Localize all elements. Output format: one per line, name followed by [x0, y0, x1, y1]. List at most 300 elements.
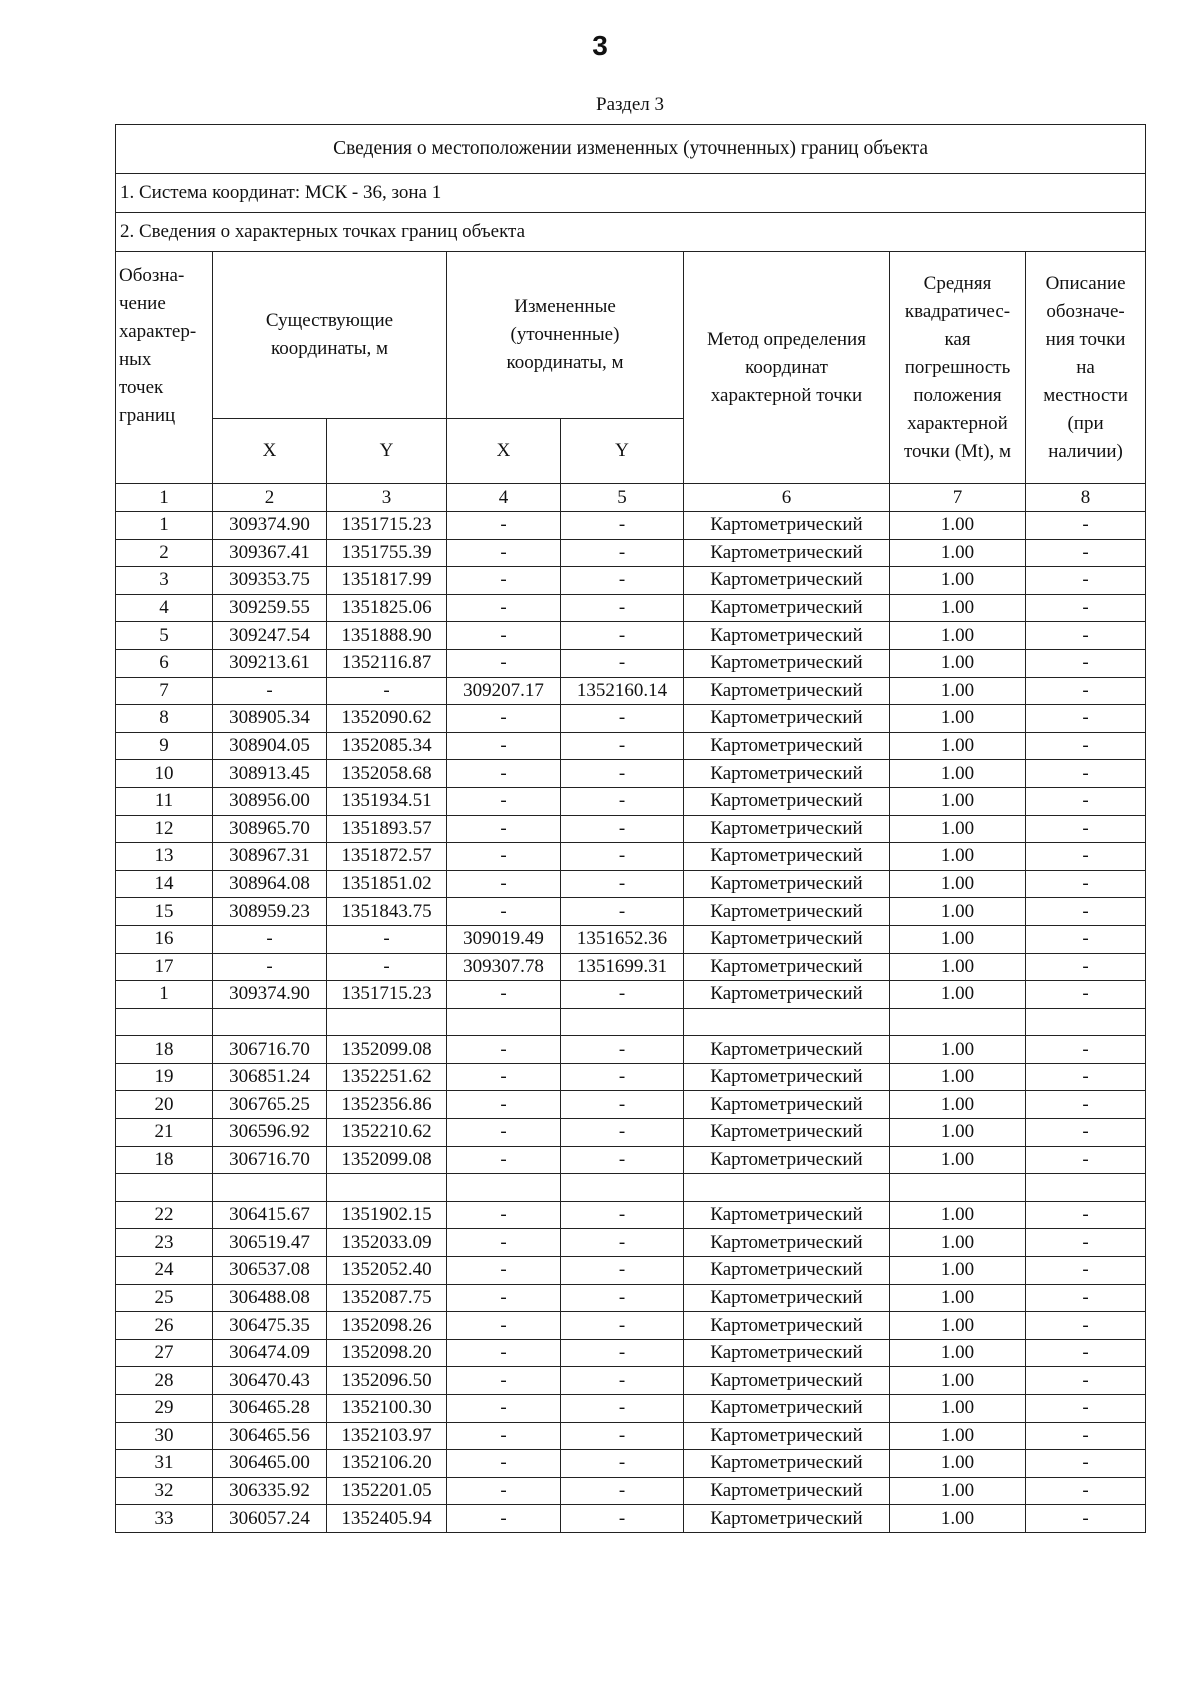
cell-method: Картометрический	[684, 732, 890, 760]
table-row	[116, 815, 1146, 843]
cell-changed-x: -	[447, 539, 561, 567]
cell-method: Картометрический	[684, 1505, 890, 1533]
cell-description: -	[1026, 1146, 1146, 1174]
table-row	[116, 567, 1146, 595]
cell-description: -	[1026, 981, 1146, 1009]
cell-existing-x: 308904.05	[213, 732, 327, 760]
cell-rms-error: 1.00	[890, 1422, 1026, 1450]
cell-changed-x: -	[447, 898, 561, 926]
cell-description: -	[1026, 1395, 1146, 1423]
cell-method: Картометрический	[684, 512, 890, 540]
cell-changed-x: -	[447, 1505, 561, 1533]
cell-rms-error: 1.00	[890, 1339, 1026, 1367]
cell-existing-y: 1351843.75	[327, 898, 447, 926]
cell-rms-error: 1.00	[890, 539, 1026, 567]
table-row	[116, 870, 1146, 898]
cell-point-number: 11	[116, 787, 213, 815]
table-row	[116, 1008, 1146, 1036]
cell-method: Картометрический	[684, 1201, 890, 1229]
cell-method: Картометрический	[684, 567, 890, 595]
cell-description: -	[1026, 512, 1146, 540]
cell-rms-error: 1.00	[890, 1229, 1026, 1257]
cell-changed-y: -	[561, 1091, 684, 1119]
cell-existing-y: 1352052.40	[327, 1257, 447, 1285]
cell-existing-y: -	[327, 953, 447, 981]
cell-rms-error: 1.00	[890, 1063, 1026, 1091]
cell-method: Картометрический	[684, 843, 890, 871]
table-row	[116, 1146, 1146, 1174]
cell-rms-error: 1.00	[890, 1119, 1026, 1147]
cell-rms-error: 1.00	[890, 1450, 1026, 1478]
cell-existing-y: 1352033.09	[327, 1229, 447, 1257]
cell-changed-y: 1351699.31	[561, 953, 684, 981]
cell-existing-x	[213, 1008, 327, 1036]
cell-changed-y: -	[561, 622, 684, 650]
cell-description: -	[1026, 1229, 1146, 1257]
cell-rms-error: 1.00	[890, 1505, 1026, 1533]
cell-changed-x: -	[447, 1201, 561, 1229]
cell-existing-y: 1352100.30	[327, 1395, 447, 1423]
cell-changed-x: -	[447, 1091, 561, 1119]
cell-point-number: 10	[116, 760, 213, 788]
cell-existing-x: 306415.67	[213, 1201, 327, 1229]
cell-existing-y: -	[327, 925, 447, 953]
header-method: Метод определения координат характерной точки	[684, 252, 890, 484]
cell-rms-error: 1.00	[890, 787, 1026, 815]
cell-rms-error: 1.00	[890, 1257, 1026, 1285]
cell-rms-error	[890, 1008, 1026, 1036]
cell-method: Картометрический	[684, 1367, 890, 1395]
cell-changed-y: -	[561, 898, 684, 926]
cell-point-number: 32	[116, 1477, 213, 1505]
cell-point-number: 18	[116, 1036, 213, 1064]
cell-changed-y: -	[561, 512, 684, 540]
cell-changed-x: 309307.78	[447, 953, 561, 981]
table-row	[116, 1339, 1146, 1367]
cell-existing-x: 306335.92	[213, 1477, 327, 1505]
cell-changed-x: -	[447, 760, 561, 788]
cell-changed-x: -	[447, 1312, 561, 1340]
cell-existing-x: 308905.34	[213, 705, 327, 733]
cell-existing-y: 1352096.50	[327, 1367, 447, 1395]
cell-changed-x: -	[447, 622, 561, 650]
cell-existing-x: 308967.31	[213, 843, 327, 871]
cell-changed-y: -	[561, 870, 684, 898]
table-row	[116, 1229, 1146, 1257]
cell-changed-y: -	[561, 1477, 684, 1505]
cell-existing-x: -	[213, 925, 327, 953]
cell-existing-x: 308956.00	[213, 787, 327, 815]
points-info-heading: 2. Сведения о характерных точках границ объекта	[116, 213, 1146, 252]
cell-changed-x: -	[447, 512, 561, 540]
cell-existing-x: -	[213, 953, 327, 981]
cell-rms-error: 1.00	[890, 567, 1026, 595]
cell-point-number: 15	[116, 898, 213, 926]
cell-existing-y: 1352099.08	[327, 1036, 447, 1064]
cell-rms-error: 1.00	[890, 1146, 1026, 1174]
cell-point-number: 23	[116, 1229, 213, 1257]
table-row	[116, 512, 1146, 540]
cell-existing-x	[213, 1174, 327, 1202]
cell-method: Картометрический	[684, 1312, 890, 1340]
cell-rms-error: 1.00	[890, 1367, 1026, 1395]
cell-changed-x: -	[447, 1450, 561, 1478]
cell-changed-y	[561, 1008, 684, 1036]
cell-method: Картометрический	[684, 1450, 890, 1478]
cell-rms-error: 1.00	[890, 1477, 1026, 1505]
cell-point-number: 12	[116, 815, 213, 843]
cell-existing-x: 309367.41	[213, 539, 327, 567]
cell-description	[1026, 1008, 1146, 1036]
cell-description: -	[1026, 539, 1146, 567]
cell-method: Картометрический	[684, 539, 890, 567]
cell-rms-error: 1.00	[890, 705, 1026, 733]
table-row	[116, 1477, 1146, 1505]
cell-changed-x: -	[447, 1063, 561, 1091]
cell-changed-x: -	[447, 981, 561, 1009]
cell-changed-y: -	[561, 1367, 684, 1395]
cell-existing-y: 1352405.94	[327, 1505, 447, 1533]
cell-method: Картометрический	[684, 1284, 890, 1312]
cell-method: Картометрический	[684, 1091, 890, 1119]
cell-existing-x: 306519.47	[213, 1229, 327, 1257]
cell-existing-y	[327, 1008, 447, 1036]
cell-point-number: 25	[116, 1284, 213, 1312]
table-row	[116, 1422, 1146, 1450]
cell-description: -	[1026, 760, 1146, 788]
table-row	[116, 705, 1146, 733]
cell-existing-x: 306716.70	[213, 1146, 327, 1174]
cell-point-number: 9	[116, 732, 213, 760]
table-row	[116, 539, 1146, 567]
cell-method: Картометрический	[684, 594, 890, 622]
cell-point-number: 26	[116, 1312, 213, 1340]
boundary-points-table	[115, 124, 1146, 1533]
cell-changed-x: -	[447, 1036, 561, 1064]
cell-changed-x: -	[447, 567, 561, 595]
cell-changed-y: -	[561, 1395, 684, 1423]
cell-point-number: 4	[116, 594, 213, 622]
cell-method	[684, 1008, 890, 1036]
cell-method: Картометрический	[684, 1036, 890, 1064]
cell-description: -	[1026, 1477, 1146, 1505]
cell-existing-y: 1352103.97	[327, 1422, 447, 1450]
header-existing-y: Y	[327, 419, 447, 484]
cell-existing-x: 309353.75	[213, 567, 327, 595]
cell-changed-x: -	[447, 1257, 561, 1285]
cell-existing-x: 308964.08	[213, 870, 327, 898]
cell-method: Картометрический	[684, 953, 890, 981]
cell-description: -	[1026, 1119, 1146, 1147]
cell-description	[1026, 1174, 1146, 1202]
cell-method	[684, 1174, 890, 1202]
cell-existing-x: 306474.09	[213, 1339, 327, 1367]
cell-existing-y: 1352098.20	[327, 1339, 447, 1367]
cell-point-number: 31	[116, 1450, 213, 1478]
cell-existing-y: 1352099.08	[327, 1146, 447, 1174]
cell-description: -	[1026, 677, 1146, 705]
cell-description: -	[1026, 622, 1146, 650]
cell-method: Картометрический	[684, 1063, 890, 1091]
cell-rms-error: 1.00	[890, 843, 1026, 871]
table-row	[116, 981, 1146, 1009]
cell-existing-y: 1352085.34	[327, 732, 447, 760]
cell-changed-x: -	[447, 815, 561, 843]
column-number: 3	[327, 484, 447, 512]
cell-method: Картометрический	[684, 1422, 890, 1450]
cell-description: -	[1026, 1036, 1146, 1064]
cell-changed-x: -	[447, 1477, 561, 1505]
cell-existing-y: 1352106.20	[327, 1450, 447, 1478]
cell-description: -	[1026, 1091, 1146, 1119]
cell-description: -	[1026, 1257, 1146, 1285]
cell-method: Картометрический	[684, 649, 890, 677]
cell-point-number: 16	[116, 925, 213, 953]
cell-existing-x: 308965.70	[213, 815, 327, 843]
cell-existing-x: 309374.90	[213, 512, 327, 540]
column-number: 7	[890, 484, 1026, 512]
cell-point-number: 14	[116, 870, 213, 898]
cell-changed-x: -	[447, 1367, 561, 1395]
cell-existing-x: 309213.61	[213, 649, 327, 677]
cell-rms-error: 1.00	[890, 649, 1026, 677]
cell-changed-y: -	[561, 843, 684, 871]
cell-rms-error: 1.00	[890, 898, 1026, 926]
cell-description: -	[1026, 953, 1146, 981]
cell-description: -	[1026, 787, 1146, 815]
cell-existing-x: 306765.25	[213, 1091, 327, 1119]
cell-description: -	[1026, 1063, 1146, 1091]
cell-changed-y: -	[561, 1339, 684, 1367]
cell-existing-x: 308959.23	[213, 898, 327, 926]
cell-changed-x: -	[447, 1146, 561, 1174]
header-existing-x: X	[213, 419, 327, 484]
cell-existing-y: 1351934.51	[327, 787, 447, 815]
cell-description: -	[1026, 898, 1146, 926]
coordinate-system: 1. Система координат: МСК - 36, зона 1	[116, 174, 1146, 213]
cell-method: Картометрический	[684, 677, 890, 705]
cell-changed-y: -	[561, 760, 684, 788]
table-row	[116, 1036, 1146, 1064]
table-row	[116, 760, 1146, 788]
header-description: Описание обозначе- ния точки на местности (при наличии)	[1026, 252, 1146, 484]
cell-point-number: 1	[116, 512, 213, 540]
table-row	[116, 1367, 1146, 1395]
cell-existing-y: 1352090.62	[327, 705, 447, 733]
cell-changed-y: -	[561, 539, 684, 567]
cell-existing-y	[327, 1174, 447, 1202]
cell-changed-y: 1352160.14	[561, 677, 684, 705]
cell-changed-y: -	[561, 732, 684, 760]
table-row	[116, 1119, 1146, 1147]
cell-point-number: 17	[116, 953, 213, 981]
cell-method: Картометрический	[684, 981, 890, 1009]
table-row	[116, 1312, 1146, 1340]
cell-changed-x: -	[447, 1119, 561, 1147]
cell-existing-x: 306475.35	[213, 1312, 327, 1340]
table-row	[116, 898, 1146, 926]
cell-point-number: 7	[116, 677, 213, 705]
table-row	[116, 1395, 1146, 1423]
cell-changed-y: -	[561, 1284, 684, 1312]
cell-rms-error: 1.00	[890, 594, 1026, 622]
section-label: Раздел 3	[596, 94, 664, 115]
table-row	[116, 1174, 1146, 1202]
cell-rms-error: 1.00	[890, 1091, 1026, 1119]
cell-changed-x: -	[447, 1284, 561, 1312]
cell-existing-x: 309374.90	[213, 981, 327, 1009]
cell-changed-y: -	[561, 1146, 684, 1174]
cell-existing-x: 306488.08	[213, 1284, 327, 1312]
cell-existing-x: 306716.70	[213, 1036, 327, 1064]
cell-point-number	[116, 1174, 213, 1202]
cell-method: Картометрический	[684, 815, 890, 843]
cell-changed-x: -	[447, 1229, 561, 1257]
cell-changed-y: -	[561, 1505, 684, 1533]
cell-rms-error: 1.00	[890, 815, 1026, 843]
cell-changed-y: -	[561, 1201, 684, 1229]
table-row	[116, 1201, 1146, 1229]
cell-method: Картометрический	[684, 1339, 890, 1367]
cell-description: -	[1026, 843, 1146, 871]
cell-point-number: 2	[116, 539, 213, 567]
cell-existing-y: -	[327, 677, 447, 705]
cell-point-number: 22	[116, 1201, 213, 1229]
cell-method: Картометрический	[684, 870, 890, 898]
table-row	[116, 1091, 1146, 1119]
table-row	[116, 1063, 1146, 1091]
cell-changed-x: -	[447, 1395, 561, 1423]
cell-description: -	[1026, 567, 1146, 595]
cell-changed-y: -	[561, 1119, 684, 1147]
cell-changed-y: 1351652.36	[561, 925, 684, 953]
cell-changed-x	[447, 1174, 561, 1202]
cell-rms-error: 1.00	[890, 732, 1026, 760]
cell-changed-x: -	[447, 1339, 561, 1367]
cell-changed-x: -	[447, 649, 561, 677]
cell-rms-error: 1.00	[890, 981, 1026, 1009]
column-number: 8	[1026, 484, 1146, 512]
cell-point-number: 19	[116, 1063, 213, 1091]
cell-changed-y: -	[561, 815, 684, 843]
cell-point-number: 33	[116, 1505, 213, 1533]
cell-existing-x: 309247.54	[213, 622, 327, 650]
cell-existing-y: 1351851.02	[327, 870, 447, 898]
cell-changed-x: -	[447, 1422, 561, 1450]
cell-rms-error: 1.00	[890, 870, 1026, 898]
cell-point-number: 20	[116, 1091, 213, 1119]
cell-existing-y: 1351893.57	[327, 815, 447, 843]
header-changed-coords: Измененные (уточненные) координаты, м	[447, 252, 684, 419]
cell-changed-y: -	[561, 1450, 684, 1478]
cell-changed-y: -	[561, 705, 684, 733]
cell-method: Картометрический	[684, 1119, 890, 1147]
cell-existing-x: 306596.92	[213, 1119, 327, 1147]
table-row	[116, 1450, 1146, 1478]
cell-point-number: 1	[116, 981, 213, 1009]
column-number: 2	[213, 484, 327, 512]
cell-existing-x: 306851.24	[213, 1063, 327, 1091]
cell-changed-x: -	[447, 843, 561, 871]
cell-existing-y: 1352251.62	[327, 1063, 447, 1091]
column-number: 1	[116, 484, 213, 512]
cell-existing-y: 1352116.87	[327, 649, 447, 677]
cell-rms-error: 1.00	[890, 1284, 1026, 1312]
cell-rms-error: 1.00	[890, 1395, 1026, 1423]
table-row	[116, 953, 1146, 981]
cell-existing-x: 306470.43	[213, 1367, 327, 1395]
header-changed-x: X	[447, 419, 561, 484]
table-row	[116, 1284, 1146, 1312]
cell-existing-y: 1351755.39	[327, 539, 447, 567]
cell-method: Картометрический	[684, 1229, 890, 1257]
cell-method: Картометрический	[684, 925, 890, 953]
cell-changed-y: -	[561, 1312, 684, 1340]
table-row	[116, 677, 1146, 705]
cell-rms-error: 1.00	[890, 953, 1026, 981]
cell-rms-error: 1.00	[890, 622, 1026, 650]
cell-method: Картометрический	[684, 787, 890, 815]
cell-existing-y: 1351872.57	[327, 843, 447, 871]
cell-point-number: 5	[116, 622, 213, 650]
cell-point-number: 13	[116, 843, 213, 871]
table-row	[116, 787, 1146, 815]
cell-point-number: 28	[116, 1367, 213, 1395]
cell-changed-y: -	[561, 649, 684, 677]
cell-description: -	[1026, 870, 1146, 898]
cell-description: -	[1026, 1422, 1146, 1450]
cell-existing-x: 306465.28	[213, 1395, 327, 1423]
cell-rms-error: 1.00	[890, 760, 1026, 788]
cell-existing-x: 306465.00	[213, 1450, 327, 1478]
cell-existing-x: 306537.08	[213, 1257, 327, 1285]
cell-changed-y	[561, 1174, 684, 1202]
table-row	[116, 843, 1146, 871]
page-number: 3	[592, 30, 608, 61]
cell-point-number: 6	[116, 649, 213, 677]
cell-description: -	[1026, 649, 1146, 677]
column-number: 5	[561, 484, 684, 512]
cell-description: -	[1026, 1339, 1146, 1367]
cell-changed-y: -	[561, 594, 684, 622]
cell-existing-y: 1351825.06	[327, 594, 447, 622]
cell-point-number	[116, 1008, 213, 1036]
table-row	[116, 649, 1146, 677]
cell-changed-x: -	[447, 787, 561, 815]
cell-rms-error: 1.00	[890, 677, 1026, 705]
cell-method: Картометрический	[684, 622, 890, 650]
cell-description: -	[1026, 1450, 1146, 1478]
cell-changed-x: -	[447, 870, 561, 898]
header-point-designation: Обозна- чение характер- ных точек границ	[116, 252, 213, 484]
cell-changed-x: -	[447, 594, 561, 622]
cell-description: -	[1026, 925, 1146, 953]
cell-existing-y: 1352356.86	[327, 1091, 447, 1119]
cell-changed-y: -	[561, 1036, 684, 1064]
cell-rms-error: 1.00	[890, 1201, 1026, 1229]
cell-changed-y: -	[561, 1063, 684, 1091]
cell-point-number: 21	[116, 1119, 213, 1147]
cell-method: Картометрический	[684, 760, 890, 788]
cell-point-number: 24	[116, 1257, 213, 1285]
header-rms-error: Средняя квадратичес- кая погрешность положения характерной точки (Mt), м	[890, 252, 1026, 484]
cell-existing-y: 1352058.68	[327, 760, 447, 788]
table-row	[116, 1257, 1146, 1285]
cell-method: Картометрический	[684, 1146, 890, 1174]
cell-description: -	[1026, 732, 1146, 760]
cell-point-number: 29	[116, 1395, 213, 1423]
cell-existing-y: 1351888.90	[327, 622, 447, 650]
